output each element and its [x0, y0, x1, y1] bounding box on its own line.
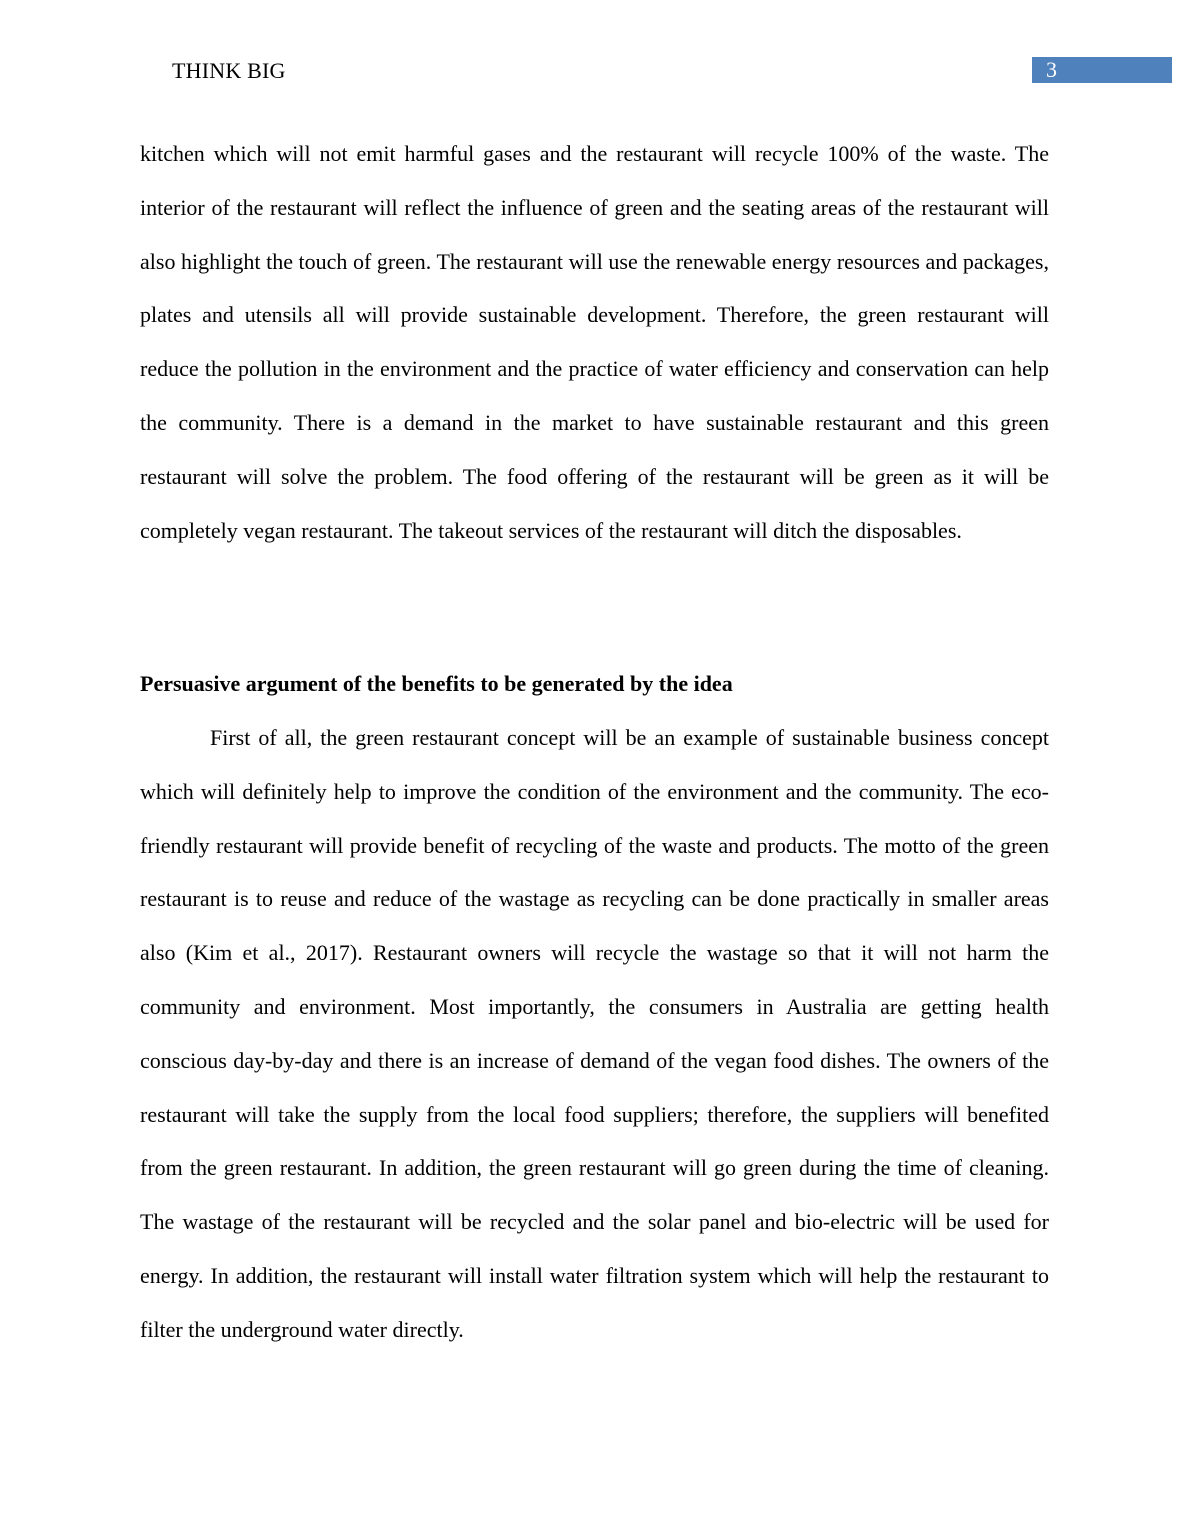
body-paragraph-2: First of all, the green restaurant concept will be an example of sustainable business concept which will definitely help to improve the condition of the environment and the community. The eco-friendly restaurant will provide benefit of recycling of the waste and products. The motto of the green restaurant is to reuse and reduce of the wastage as recycling can be done practically in smaller areas also (Kim et al., 2017). Restaurant owners will recycle the wastage so that it will not harm the community and environment. Most importantly, the consumers in Australia are getting health conscious day-by-day and there is an increase of demand of the vegan food dishes. The owners of the restaurant will take the supply from the local food suppliers; therefore, the suppliers will benefited from the green restaurant. In addition, the green restaurant will go green during the time of cleaning. The wastage of the restaurant will be recycled and the solar panel and bio-electric will be used for energy. In addition, the restaurant will install water filtration system which will help the restaurant to filter the underground water directly.	[140, 725, 1049, 1342]
page-number-box	[1032, 57, 1172, 83]
running-head: THINK BIG	[172, 58, 286, 83]
page-number: 3	[1046, 57, 1057, 82]
body-paragraph-1: kitchen which will not emit harmful gases and the restaurant will recycle 100% of the waste. The interior of the restaurant will reflect the influence of green and the seating areas of the restaurant will also highlight the touch of green. The restaurant will use the renewable energy resources and packages, plates and utensils all will provide sustainable development. Therefore, the green restaurant will reduce the pollution in the environment and the practice of water efficiency and conservation can help the community. There is a demand in the market to have sustainable restaurant and this green restaurant will solve the problem. The food offering of the restaurant will be green as it will be completely vegan restaurant. The takeout services of the restaurant will ditch the disposables.	[140, 141, 1049, 543]
section-heading: Persuasive argument of the benefits to be generated by the idea	[140, 671, 733, 696]
